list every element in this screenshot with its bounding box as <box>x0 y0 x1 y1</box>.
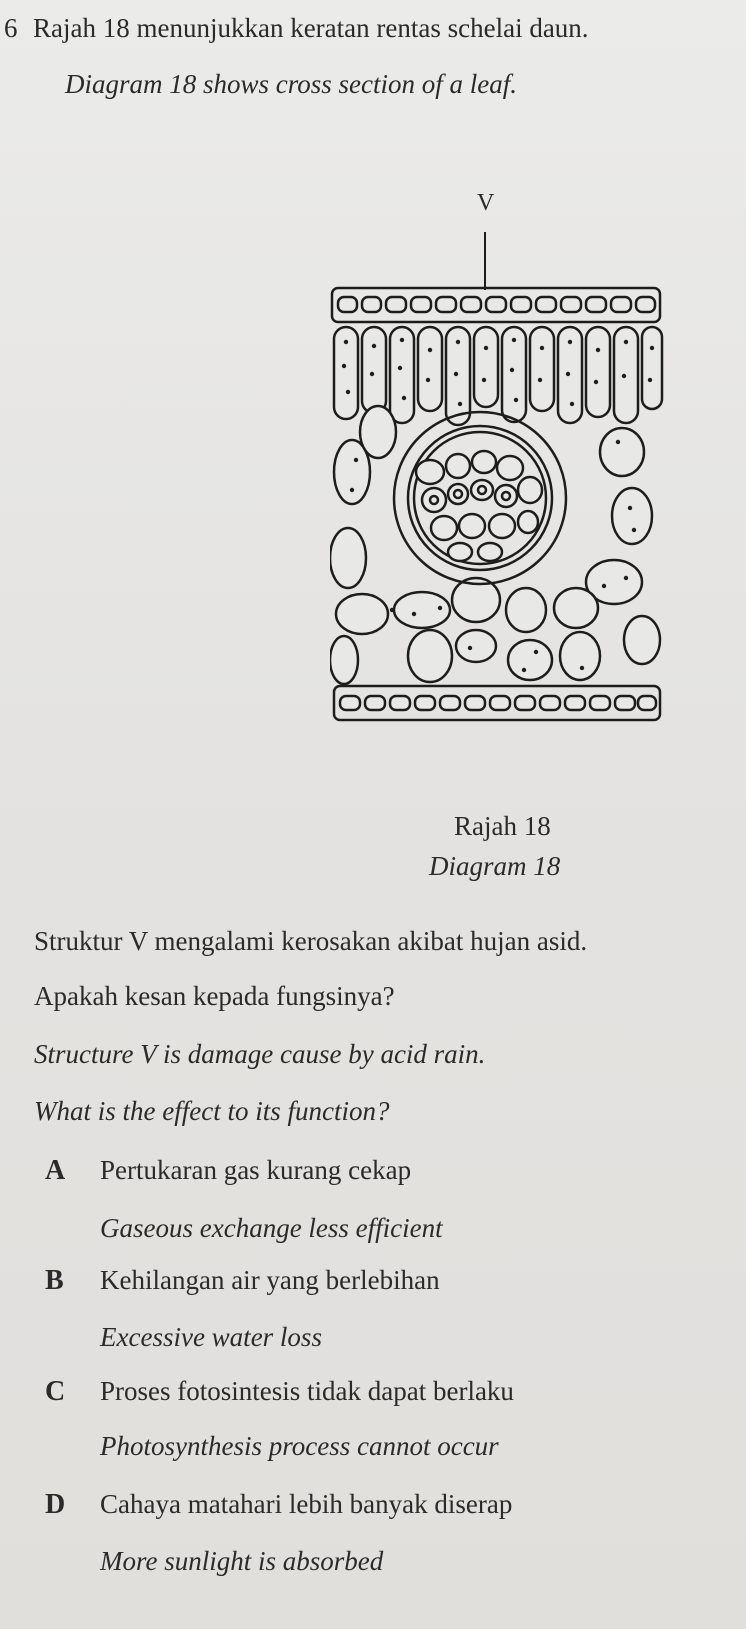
prompt-line-1-english: Structure V is damage cause by acid rain. <box>34 1039 486 1069</box>
option-b-letter: B <box>45 1265 64 1296</box>
prompt-line-2-malay: Apakah kesan kepada fungsinya? <box>34 981 395 1011</box>
option-c-text-malay: Proses fotosintesis tidak dapat berlaku <box>100 1376 514 1406</box>
option-d-text-english: More sunlight is absorbed <box>100 1546 384 1576</box>
option-a-text-english: Gaseous exchange less efficient <box>100 1213 443 1243</box>
option-c-text-english: Photosynthesis process cannot occur <box>100 1431 499 1461</box>
question-number: 6 <box>4 13 18 43</box>
lower-epidermis <box>334 686 660 720</box>
option-d-letter: D <box>45 1489 66 1520</box>
option-b-text-malay: Kehilangan air yang berlebihan <box>100 1265 440 1295</box>
question-stem-malay: Rajah 18 menunjukkan keratan rentas schelai daun. <box>33 13 589 43</box>
option-a-text-malay: Pertukaran gas kurang cekap <box>100 1155 412 1185</box>
figure-caption-english: Diagram 18 <box>429 851 561 881</box>
figure-caption-malay: Rajah 18 <box>454 811 551 841</box>
vascular-bundle <box>394 412 566 584</box>
upper-epidermis <box>332 288 660 322</box>
option-d-text-malay: Cahaya matahari lebih banyak diserap <box>100 1489 513 1519</box>
question-stem-english: Diagram 18 shows cross section of a leaf. <box>65 69 517 99</box>
leaf-cross-section-diagram <box>330 190 700 770</box>
option-a-letter: A <box>45 1155 66 1186</box>
prompt-line-1-malay: Struktur V mengalami kerosakan akibat hujan asid. <box>34 926 588 956</box>
option-b-text-english: Excessive water loss <box>100 1322 322 1352</box>
option-c-letter: C <box>45 1376 66 1407</box>
label-v: V <box>477 190 495 216</box>
prompt-line-2-english: What is the effect to its function? <box>34 1096 390 1126</box>
